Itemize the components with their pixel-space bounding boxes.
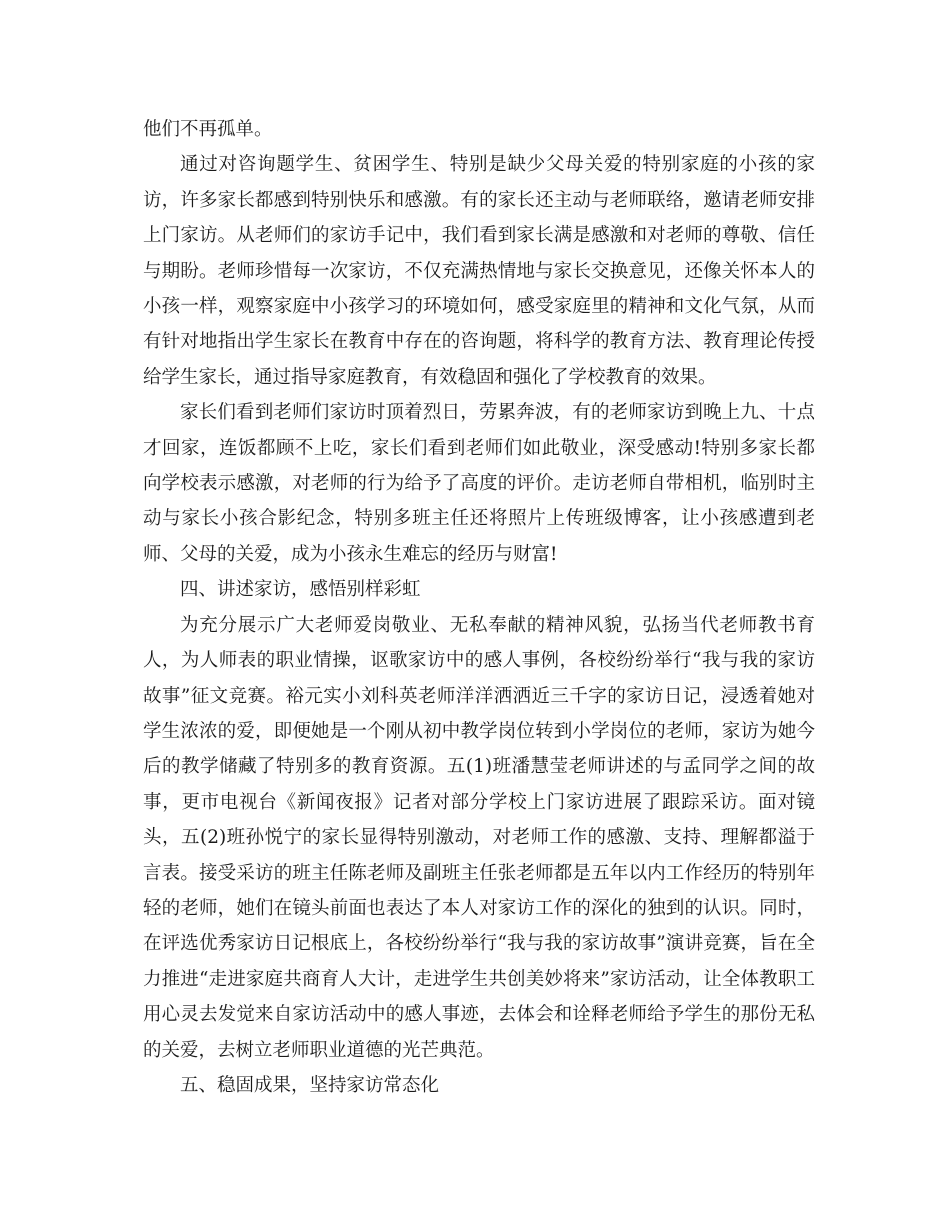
paragraph-home-visit-stories: 为充分展示广大老师爱岗敬业、无私奉献的精神风貌，弘扬当代老师教书育人，为人师表的职业情操，讴歌家访中的感人事例，各校纷纷举行“我与我的家访故事”征文竞赛。裕元实小刘科英老师洋洋洒洒近三千字的家访日记，浸透着她对学生浓浓的爱，即便她是一个刚从初中教学岗位转到小学岗位的老师，家访为她今后的教学储藏了特别多的教育资源。五(1)班潘慧莹老师讲述的与孟同学之间的故事，更市电视台《新闻夜报》记者对部分学校上门家访进展了跟踪采访。面对镜头，五(2)班孙悦宁的家长显得特别激动，对老师工作的感激、支持、理解都溢于言表。接受采访的班主任陈老师及副班主任张老师都是五年以内工作经历的特别年轻的老师，她们在镜头前面也表达了本人对家访工作的深化的独到的认识。同时，在评选优秀家访日记根底上，各校纷纷举行“我与我的家访故事”演讲竞赛，旨在全力推进“走进家庭共商育人大计，走进学生共创美妙将来”家访活动，让全体教职工用心灵去发觉来自家访活动中的感人事迹，去体会和诠释老师给予学生的那份无私的关爱，去树立老师职业道德的光芒典范。 <box>143 614 815 1061</box>
paragraph-home-visit-feedback: 通过对咨询题学生、贫困学生、特别是缺少父母关爱的特别家庭的小孩的家访，许多家长都感到特别快乐和感激。有的家长还主动与老师联络，邀请老师安排上门家访。从老师们的家访手记中，我们看到家长满是感激和对老师的尊敬、信任与期盼。老师珍惜每一次家访，不仅充满热情地与家长交换意见，还像关怀本人的小孩一样，观察家庭中小孩学习的环境如何，感受家庭里的精神和文化气氛，从而有针对地指出学生家长在教育中存在的咨询题，将科学的教育方法、教育理论传授给学生家长，通过指导家庭教育，有效稳固和强化了学校教育的效果。 <box>143 154 815 388</box>
section-heading-five: 五、稳固成果，坚持家访常态化 <box>180 1074 440 1096</box>
paragraph-continuation: 他们不再孤单。 <box>143 119 273 140</box>
document-body <box>143 112 815 1103</box>
paragraph-parents-moved: 家长们看到老师们家访时顶着烈日，劳累奔波，有的老师家访到晚上九、十点才回家，连饭都顾不上吃，家长们看到老师们如此敬业，深受感动!特别多家长都向学校表示感激，对老师的行为给予了高度的评价。走访老师自带相机，临别时主动与家长小孩合影纪念，特别多班主任还将照片上传班级博客，让小孩感遭到老师、父母的关爱，成为小孩永生难忘的经历与财富! <box>143 402 815 565</box>
section-heading-four: 四、讲述家访，感悟别样彩虹 <box>180 579 421 601</box>
